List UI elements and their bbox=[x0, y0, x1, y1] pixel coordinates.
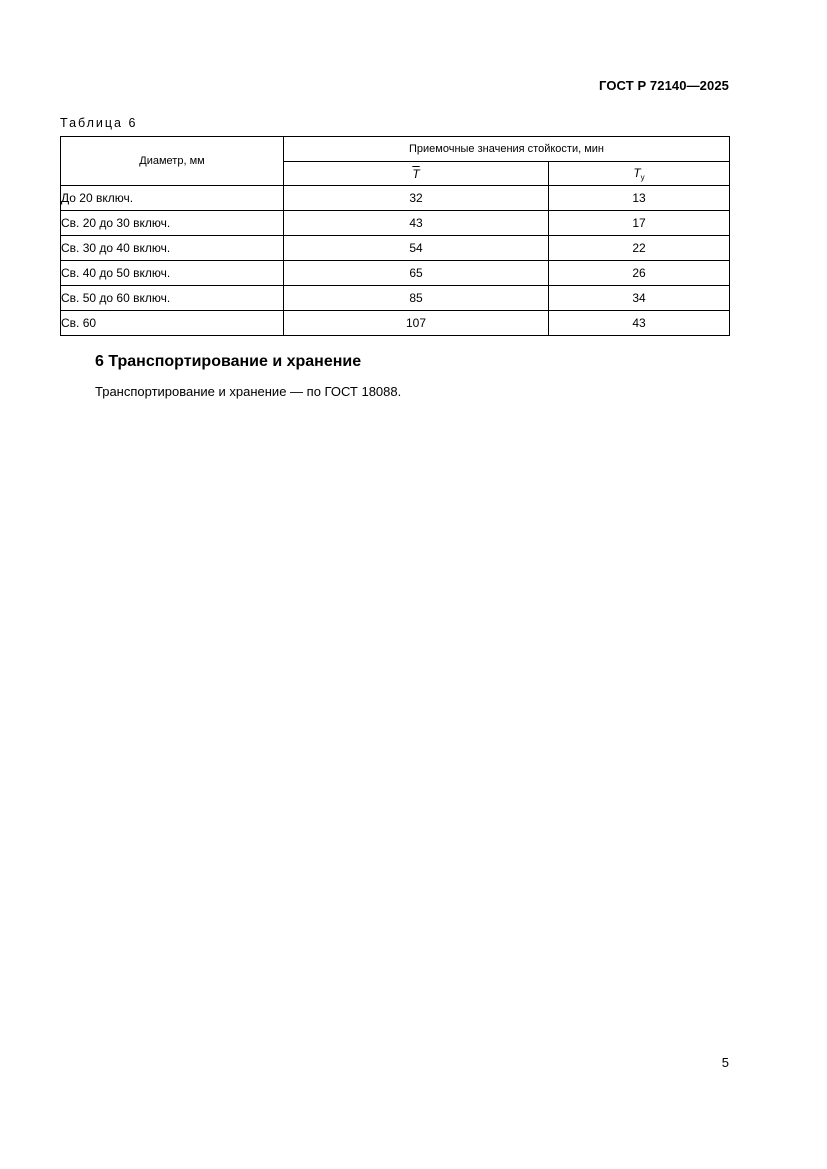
row-t-y: 13 bbox=[549, 186, 730, 211]
header-t-mean bbox=[284, 162, 549, 186]
t-mean-symbol: $\overline{T}$ bbox=[412, 166, 420, 181]
page-number: 5 bbox=[721, 1055, 729, 1070]
header-acceptance-values: Приемочные значения стойкости, мин bbox=[284, 137, 730, 162]
header-diameter: Диаметр, мм bbox=[61, 137, 284, 186]
row-t-y: 43 bbox=[549, 311, 730, 336]
row-t-mean: 85 bbox=[284, 286, 549, 311]
section-title: 6 Транспортирование и хранение bbox=[95, 353, 362, 370]
row-t-mean: 65 bbox=[284, 261, 549, 286]
document-code: ГОСТ Р 72140—2025 bbox=[599, 78, 729, 93]
section-paragraph: Транспортирование и хранение — по ГОСТ 18088. bbox=[95, 384, 402, 399]
table-caption: Таблица 6 bbox=[60, 116, 138, 130]
row-diameter: Св. 50 до 60 включ. bbox=[61, 286, 284, 311]
row-t-mean: 107 bbox=[284, 311, 549, 336]
header-t-y bbox=[549, 162, 730, 186]
table-row bbox=[61, 286, 730, 311]
table-row bbox=[61, 186, 730, 211]
row-diameter: Св. 60 bbox=[61, 311, 284, 336]
row-t-y: 17 bbox=[549, 211, 730, 236]
table-row bbox=[61, 236, 730, 261]
table-header-row bbox=[61, 137, 730, 162]
row-diameter: Св. 40 до 50 включ. bbox=[61, 261, 284, 286]
row-t-y: 22 bbox=[549, 236, 730, 261]
table-row bbox=[61, 311, 730, 336]
row-t-mean: 54 bbox=[284, 236, 549, 261]
row-diameter: Св. 30 до 40 включ. bbox=[61, 236, 284, 261]
row-t-mean: 32 bbox=[284, 186, 549, 211]
row-t-mean: 43 bbox=[284, 211, 549, 236]
durability-table bbox=[60, 136, 730, 336]
row-t-y: 34 bbox=[549, 286, 730, 311]
table-row bbox=[61, 261, 730, 286]
row-diameter: До 20 включ. bbox=[61, 186, 284, 211]
t-y-subscript: у bbox=[640, 172, 645, 182]
t-y-symbol: T bbox=[633, 165, 641, 180]
row-t-y: 26 bbox=[549, 261, 730, 286]
table-row bbox=[61, 211, 730, 236]
row-diameter: Св. 20 до 30 включ. bbox=[61, 211, 284, 236]
